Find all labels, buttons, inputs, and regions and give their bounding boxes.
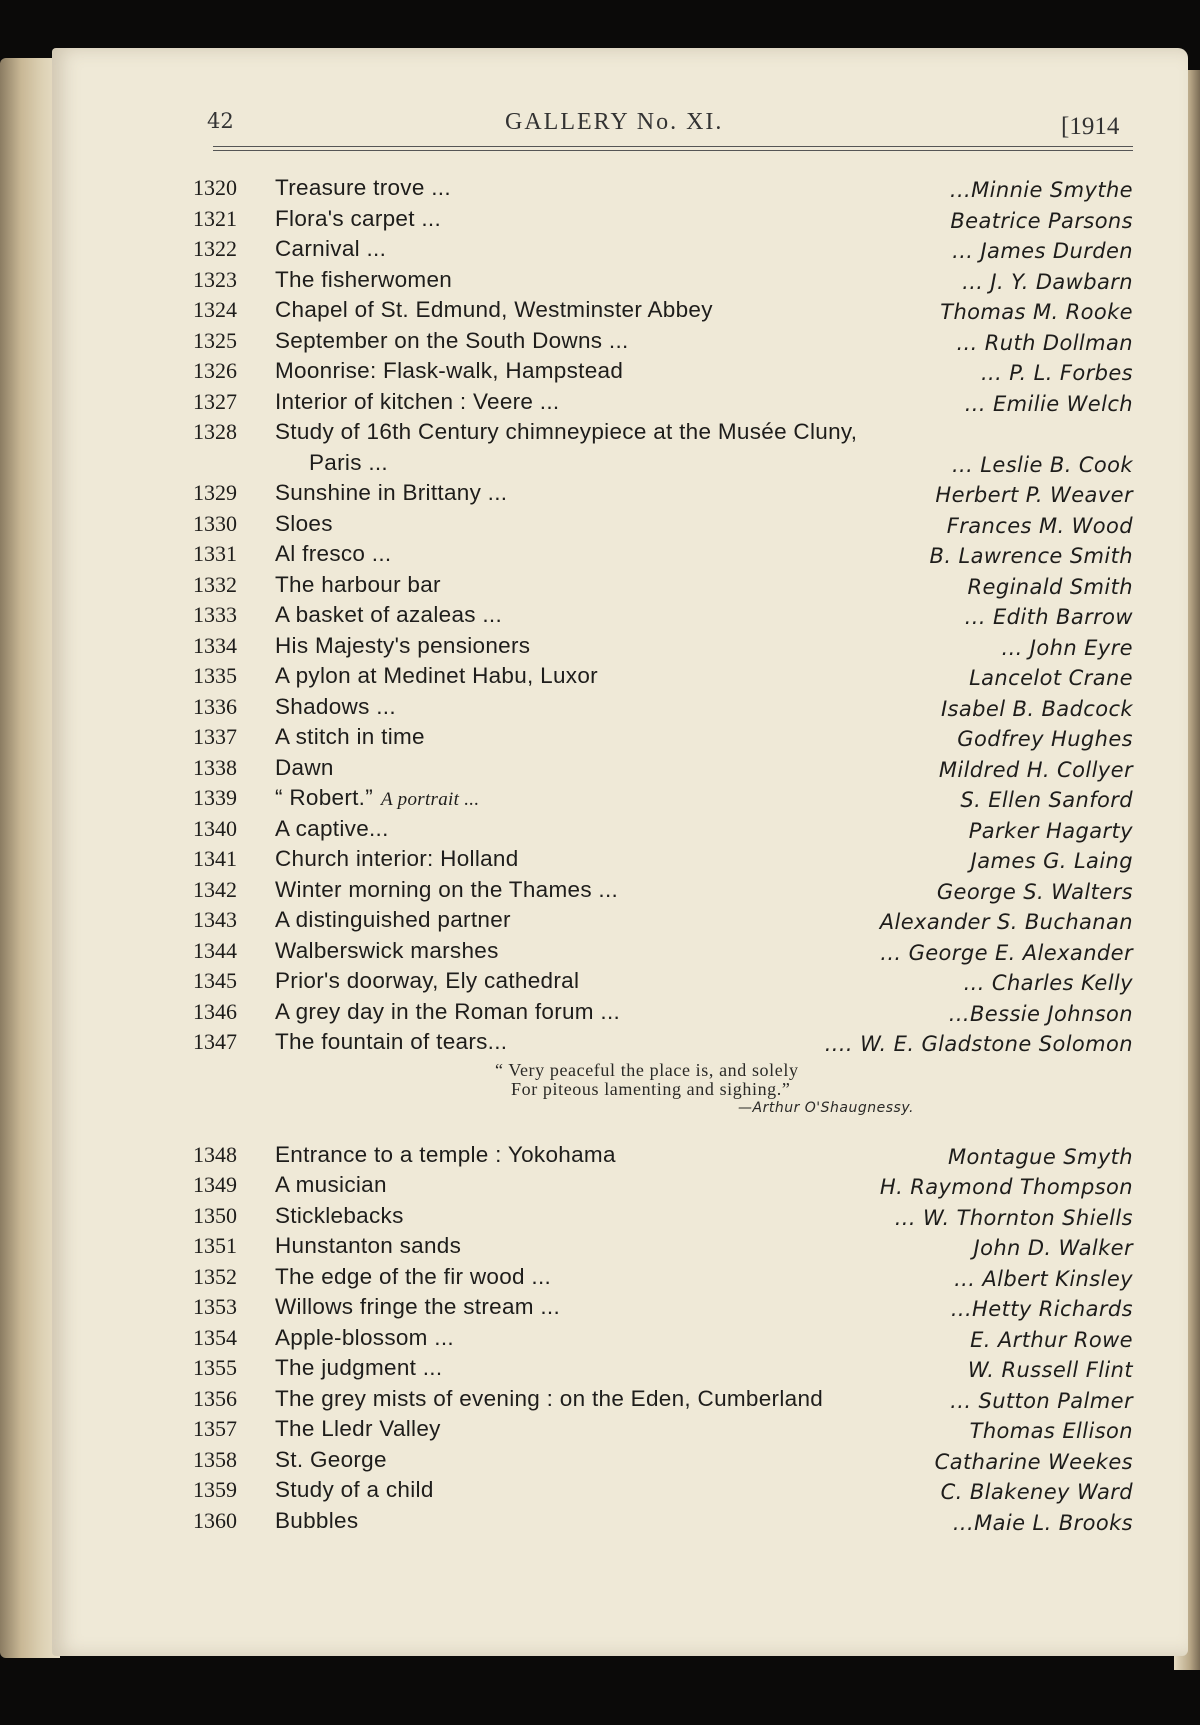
catalogue-entry (193, 539, 1133, 570)
entry-title (275, 875, 618, 905)
catalogue-entry (193, 692, 1133, 723)
catalogue-entry (193, 1201, 1133, 1232)
entry-title (275, 265, 452, 295)
entry-number: 1357 (193, 1416, 237, 1441)
entry-title-text: Walberswick marshes (275, 937, 499, 963)
entry-title-text: St. George (275, 1446, 387, 1472)
entry-title-text: Chapel of St. Edmund, Westminster Abbey (275, 297, 713, 322)
entry-number: 1358 (193, 1446, 237, 1472)
entry-title (275, 814, 389, 844)
catalogue-entry (193, 1506, 1133, 1537)
entry-number: 1347 (193, 1029, 237, 1054)
entry-title-text: “ Robert.” (275, 785, 374, 810)
entry-title (275, 1170, 387, 1200)
entry-title (275, 783, 479, 815)
entry-artist: Thomas M. Rooke (940, 300, 1133, 324)
entry-title (275, 844, 519, 874)
header-rule-top (213, 146, 1133, 147)
entry-number: 1333 (193, 602, 237, 627)
entry-number: 1335 (193, 663, 237, 688)
catalogue-entry (193, 1262, 1133, 1293)
entry-title-text: Apple-blossom ... (275, 1324, 454, 1350)
entry-title (275, 356, 623, 386)
epigraph-quote (193, 1058, 1133, 1140)
catalogue-entry (193, 265, 1133, 296)
entry-artist: Parker Hagarty (968, 818, 1133, 843)
entry-artist: ...Hetty Richards (950, 1297, 1133, 1321)
entry-artist: W. Russell Flint (967, 1358, 1133, 1382)
entry-title (275, 1262, 551, 1292)
entry-title (275, 326, 629, 356)
entry-artist: ... John Eyre (1001, 635, 1133, 660)
entry-number: 1339 (193, 785, 237, 810)
entry-artist: H. Raymond Thompson (879, 1175, 1133, 1199)
entry-title (275, 173, 451, 203)
entry-title-text: The Lledr Valley (275, 1416, 441, 1441)
entry-artist: Frances M. Wood (946, 513, 1133, 538)
entry-title (275, 478, 507, 508)
entry-artist: Isabel B. Badcock (940, 696, 1133, 721)
entry-title-text: The fountain of tears... (275, 1029, 508, 1054)
entry-title (275, 570, 441, 600)
entry-title-text: Sloes (275, 510, 333, 536)
entry-title-text: A basket of azaleas ... (275, 602, 503, 627)
entry-artist: ... W. Thornton Shiells (894, 1205, 1133, 1230)
entry-title-text: Bubbles (275, 1507, 359, 1533)
entry-artist: George S. Walters (936, 879, 1133, 904)
catalogue-entry (193, 722, 1133, 753)
entry-title-text: Treasure trove ... (275, 175, 451, 200)
catalogue-entry (193, 1231, 1133, 1262)
entry-number: 1325 (193, 327, 237, 353)
entry-number: 1341 (193, 846, 237, 871)
entry-title-text: A captive... (275, 815, 389, 841)
entry-title-text: Study of a child (275, 1477, 434, 1502)
entry-title-text: The grey mists of evening : on the Eden, Cumberland (275, 1385, 824, 1411)
entry-number: 1321 (193, 205, 237, 231)
entry-artist: Alexander S. Buchanan (879, 910, 1133, 934)
entry-title-text: The edge of the fir wood ... (275, 1263, 552, 1289)
entry-number: 1323 (193, 266, 237, 292)
entry-title-text: Winter morning on the Thames ... (275, 876, 619, 902)
entry-title (275, 1140, 616, 1170)
book-page-edge-left (0, 58, 60, 1658)
catalogue-entry (193, 1414, 1133, 1445)
entry-artist: ...Maie L. Brooks (952, 1510, 1133, 1535)
entry-artist: ... Charles Kelly (963, 971, 1133, 995)
entry-title-text: Flora's carpet ... (275, 205, 441, 231)
entry-title-text: Interior of kitchen : Veere ... (275, 388, 560, 414)
entry-artist: C. Blakeney Ward (940, 1480, 1133, 1504)
page-header (155, 105, 1135, 145)
entry-title (275, 1414, 441, 1444)
entry-number: 1349 (193, 1172, 237, 1197)
catalogue-entry (193, 1384, 1133, 1415)
header-rule-bottom (213, 150, 1133, 151)
entry-number: 1330 (193, 510, 237, 536)
entry-title (275, 753, 334, 783)
gallery-title: GALLERY No. XI. (505, 109, 724, 135)
entry-artist: B. Lawrence Smith (929, 544, 1133, 568)
entry-artist: ... Sutton Palmer (950, 1388, 1133, 1413)
entry-artist: Catharine Weekes (934, 1449, 1133, 1474)
entry-artist: ...Bessie Johnson (948, 1001, 1133, 1026)
entry-number: 1359 (193, 1477, 237, 1502)
entry-number: 1356 (193, 1385, 237, 1411)
entry-title-text: The judgment ... (275, 1355, 443, 1380)
entry-number: 1322 (193, 236, 237, 261)
entry-title-text: Sunshine in Brittany ... (275, 480, 508, 505)
entry-artist: Beatrice Parsons (950, 208, 1133, 233)
catalogue-entry (193, 1445, 1133, 1476)
entry-title-text: A stitch in time (275, 724, 425, 749)
entry-number: 1354 (193, 1324, 237, 1350)
catalogue-entry (193, 204, 1133, 235)
entry-artist: ... Emilie Welch (964, 391, 1133, 416)
catalogue-entry (193, 417, 1133, 448)
entry-title (275, 1353, 442, 1383)
entry-title (275, 600, 502, 630)
catalogue-entry (193, 1292, 1133, 1323)
entry-number: 1337 (193, 724, 237, 749)
entry-number: 1346 (193, 998, 237, 1024)
entry-number: 1331 (193, 541, 237, 566)
quote-line-2: For piteous lamenting and sighing.” (511, 1078, 791, 1099)
entry-number: 1342 (193, 876, 237, 902)
entry-title (275, 1384, 823, 1414)
entry-title (275, 387, 559, 417)
entry-title-text: Study of 16th Century chimneypiece at the Musée Cluny, (275, 419, 858, 444)
entry-number: 1326 (193, 358, 237, 383)
entry-title-text: A grey day in the Roman forum ... (275, 998, 621, 1024)
entry-artist: E. Arthur Rowe (970, 1327, 1133, 1352)
entry-number: 1353 (193, 1294, 237, 1319)
catalogue-entry (193, 783, 1133, 814)
entry-title (309, 448, 388, 478)
catalogue-entry (193, 600, 1133, 631)
entry-number: 1336 (193, 693, 237, 719)
entry-title (275, 1201, 404, 1231)
entry-artist: ... Albert Kinsley (954, 1266, 1133, 1291)
entry-artist: S. Ellen Sanford (960, 788, 1133, 812)
catalogue-entry (193, 356, 1133, 387)
catalogue-entry (193, 814, 1133, 845)
catalogue-entry (193, 1323, 1133, 1354)
catalogue-entry (193, 661, 1133, 692)
catalogue-entry (193, 448, 1133, 479)
catalogue-entry (193, 1170, 1133, 1201)
entry-artist: ... J. Y. Dawbarn (962, 269, 1133, 294)
entry-title-text: Hunstanton sands (275, 1233, 462, 1258)
entry-title (275, 722, 425, 752)
entry-artist: ... Edith Barrow (964, 605, 1133, 629)
entry-title (275, 204, 441, 234)
entry-title (275, 1506, 358, 1536)
entry-number: 1360 (193, 1507, 237, 1533)
entry-title-text: The fisherwomen (275, 266, 453, 292)
entry-number: 1332 (193, 571, 237, 597)
entry-title-text: The harbour bar (275, 571, 441, 597)
entry-title-text: A distinguished partner (275, 907, 511, 932)
entry-title (275, 509, 333, 539)
catalogue-entry (193, 631, 1133, 662)
entry-title (275, 661, 598, 691)
catalogue-entry (193, 844, 1133, 875)
entry-artist: Herbert P. Weaver (935, 483, 1133, 507)
entry-title-text: September on the South Downs ... (275, 327, 629, 353)
entry-title (275, 1475, 434, 1505)
page-number: 42 (207, 109, 234, 133)
entry-title-text: Willows fringe the stream ... (275, 1294, 561, 1319)
entry-artist: ...Minnie Smythe (949, 178, 1133, 202)
entry-title-text: Entrance to a temple : Yokohama (275, 1141, 616, 1167)
entry-title-text: Carnival ... (275, 236, 387, 261)
entry-artist: Thomas Ellison (969, 1419, 1133, 1443)
entry-artist: ... George E. Alexander (880, 940, 1133, 965)
catalogue-entry (193, 753, 1133, 784)
entry-number: 1355 (193, 1355, 237, 1380)
catalogue-entry (193, 509, 1133, 540)
entry-title-text: A pylon at Medinet Habu, Luxor (275, 663, 598, 688)
entry-number: 1328 (193, 419, 237, 444)
entry-artist: John D. Walker (973, 1236, 1133, 1260)
entry-title (275, 1231, 461, 1261)
catalogue-entry (193, 1140, 1133, 1171)
catalogue-entry (193, 1027, 1133, 1058)
entry-artist: ... Leslie B. Cook (951, 452, 1133, 477)
entry-number: 1345 (193, 968, 237, 993)
entry-title-text: Al fresco ... (275, 541, 392, 566)
entry-title (275, 905, 511, 935)
entry-subtitle: A portrait ... (381, 789, 480, 810)
catalogue-entry (193, 905, 1133, 936)
catalogue-entry (193, 234, 1133, 265)
entry-title-text: His Majesty's pensioners (275, 632, 531, 658)
entry-title (275, 234, 386, 264)
entry-title (275, 1027, 507, 1057)
entry-title-text: Dawn (275, 754, 334, 780)
entry-number: 1352 (193, 1263, 237, 1289)
catalogue-entry (193, 997, 1133, 1028)
entry-title (275, 966, 579, 996)
entry-artist: Reginald Smith (967, 574, 1133, 599)
entry-number: 1334 (193, 632, 237, 658)
catalogue-entry (193, 326, 1133, 357)
quote-line-1: “ Very peaceful the place is, and solely (495, 1059, 799, 1080)
catalogue-entry (193, 570, 1133, 601)
catalogue-entry (193, 295, 1133, 326)
entry-title (275, 997, 620, 1027)
entry-number: 1329 (193, 480, 237, 505)
entry-title-text: Shadows ... (275, 693, 396, 719)
entry-number: 1340 (193, 815, 237, 841)
entry-title (275, 631, 530, 661)
entry-title-text: A musician (275, 1172, 387, 1197)
entry-number: 1350 (193, 1202, 237, 1228)
entry-number: 1324 (193, 297, 237, 322)
entry-title-text: Prior's doorway, Ely cathedral (275, 968, 580, 993)
entry-number: 1320 (193, 175, 237, 200)
quote-attribution: —Arthur O'Shaugnessy. (738, 1099, 914, 1116)
entry-title (275, 1292, 560, 1322)
entry-title-text: Moonrise: Flask-walk, Hampstead (275, 358, 624, 383)
entry-title (275, 692, 396, 722)
entry-number: 1351 (193, 1233, 237, 1258)
entry-title (275, 1323, 454, 1353)
entries-before-quote (193, 173, 1133, 1058)
year-mark: [1914 (1061, 113, 1120, 140)
entry-artist: .... W. E. Gladstone Solomon (824, 1032, 1133, 1056)
catalogue-entry (193, 173, 1133, 204)
entry-title-text: Paris ... (309, 449, 388, 475)
entries-after-quote (193, 1140, 1133, 1537)
entry-title-text: Sticklebacks (275, 1202, 404, 1228)
entry-title (275, 1445, 387, 1475)
entry-title (275, 936, 499, 966)
catalogue-entry (193, 1353, 1133, 1384)
catalogue-entry (193, 875, 1133, 906)
entry-artist: Lancelot Crane (969, 666, 1133, 690)
entry-number: 1338 (193, 754, 237, 780)
entry-title (275, 539, 391, 569)
entry-artist: ... James Durden (952, 239, 1133, 263)
entry-title-text: Church interior: Holland (275, 846, 519, 871)
entry-artist: ... P. L. Forbes (980, 361, 1133, 385)
entry-artist: ... Ruth Dollman (956, 330, 1133, 355)
entry-number: 1327 (193, 388, 237, 414)
catalogue-entry (193, 936, 1133, 967)
catalogue-list (193, 173, 1133, 1536)
entry-artist: Godfrey Hughes (957, 727, 1133, 751)
entry-number: 1344 (193, 937, 237, 963)
entry-title (275, 417, 857, 447)
entry-number: 1343 (193, 907, 237, 932)
catalogue-entry (193, 1475, 1133, 1506)
entry-artist: Mildred H. Collyer (938, 757, 1133, 782)
entry-artist: Montague Smyth (948, 1144, 1133, 1169)
entry-number: 1348 (193, 1141, 237, 1167)
catalogue-entry (193, 478, 1133, 509)
catalogue-entry (193, 966, 1133, 997)
entry-title (275, 295, 713, 325)
catalogue-entry (193, 387, 1133, 418)
entry-artist: James G. Laing (970, 849, 1133, 873)
